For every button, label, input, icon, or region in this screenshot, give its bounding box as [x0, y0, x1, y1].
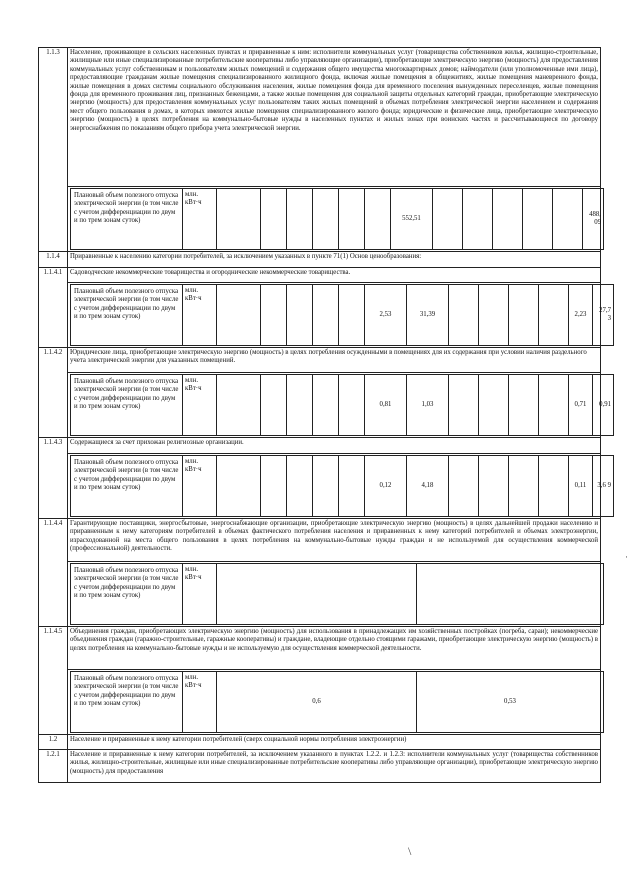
row-1-1-4-3 — [39, 438, 601, 454]
value-cell: 3,6 9 — [593, 456, 614, 517]
volume-grid — [70, 188, 604, 250]
value-cell: 488, 09 — [583, 189, 604, 250]
row-number: 1.1.4.4 — [39, 519, 68, 627]
row-description: Гарантирующие поставщики, энергосбытовые, энергоснабжающие организации, приобретающие электрическую энергию (мощность) в целях дальнейшей продажи населению и приравненным к нему категориям потребителей в объемах фактического потребления населения и приравненных к нему категорий потребителей и объемах электроэнергии, израсходованной на места общего пользования в целях потребления на коммунально-бытовые нужды граждан и не используемой для осуществления коммерческой (профессиональной) деятельности. — [68, 519, 601, 562]
value-cell: 0,81 — [365, 375, 407, 436]
volume-grid — [70, 563, 604, 625]
value-cell: 1,03 — [407, 375, 449, 436]
row-description: Объединения граждан, приобретающих электрическую энергию (мощность) для использования в принадлежащих им хозяйственных постройках (погреба, сараи); некоммерческие объединения граждан (гаражно-строительные, гаражные кооперативы) и граждане, владеющие отдельно стоящими гаражами, приобретающие электрическую энергию (мощность) в целях потребления на коммунально-бытовые нужды и не используемую для осуществления коммерческой деятельности. — [68, 627, 601, 670]
row-description: Юридические лица, приобретающие электрическую энергию (мощность) в целях потребления осужденными в помещениях для их содержания при условии наличия раздельного учета электрической энергии для указанных помещений. — [68, 348, 601, 373]
row-number: 1.1.4.5 — [39, 627, 68, 735]
row-description: Садоводческие некоммерческие товарищества и огороднические некоммерческие товарищества. — [68, 268, 601, 283]
row-description: Содержащиеся за счет прихожан религиозные организации. — [68, 438, 601, 454]
volume-label: Плановый объем полезного отпуска электрической энергии (в том числе с учетом дифференциации по двум и по трем зонам суток) — [71, 189, 183, 250]
volume-row — [39, 670, 601, 735]
value-cell: 0,53 — [417, 672, 604, 733]
unit-label: млн. кВт·ч — [183, 564, 217, 625]
volume-row — [39, 187, 601, 252]
unit-label: млн. кВт·ч — [183, 672, 217, 733]
row-1-1-4-5 — [39, 627, 601, 670]
volume-label: Плановый объем полезного отпуска электрической энергии (в том числе с учетом дифференциации по двум и по трем зонам суток) — [71, 564, 183, 625]
row-description: Население и приравненные к нему категории потребителей, за исключением указанного в пунктах 1.2.2. и 1.2.3: исполнители коммунальных услуг (товарищества собственников жилья, жилищно-строительные, жилищные или иные специализированные потребительские кооперативы либо управляющие организации), приобретающие электрическую энергию (мощность) для предоставления — [68, 750, 601, 783]
unit-label: млн. кВт·ч — [183, 456, 217, 517]
unit-label: млн. кВт·ч — [183, 189, 217, 250]
value-cell: 2,53 — [365, 285, 407, 346]
row-number: 1.2.1 — [39, 750, 68, 783]
scan-mark: · — [625, 552, 628, 562]
value-cell: 31,39 — [407, 285, 449, 346]
value-cell: 0,71 — [569, 375, 593, 436]
row-1-2-1 — [39, 750, 601, 783]
value-cell: 4,18 — [407, 456, 449, 517]
volume-label: Плановый объем полезного отпуска электрической энергии (в том числе с учетом дифференциации по двум и по трем зонам суток) — [71, 672, 183, 733]
row-number: 1.2 — [39, 735, 68, 750]
volume-label: Плановый объем полезного отпуска электрической энергии (в том числе с учетом дифференциации по двум и по трем зонам суток) — [71, 285, 183, 346]
unit-label: млн. кВт·ч — [183, 285, 217, 346]
value-cell: 27,7 3 — [593, 285, 614, 346]
row-description: Население и приравненные к нему категории потребителей (сверх социальной нормы потребления электроэнергии) — [68, 735, 601, 750]
volume-grid — [70, 284, 614, 346]
unit-label: млн. кВт·ч — [183, 375, 217, 436]
volume-row — [39, 283, 601, 348]
value-cell: 552,51 — [391, 189, 433, 250]
value-cell: 2,23 — [569, 285, 593, 346]
volume-grid — [70, 455, 614, 517]
volume-row — [39, 454, 601, 519]
volume-grid — [70, 374, 614, 436]
row-number: 1.1.4 — [39, 252, 68, 268]
volume-label: Плановый объем полезного отпуска электрической энергии (в том числе с учетом дифференциации по двум и по трем зонам суток) — [71, 456, 183, 517]
value-cell: 0,6 — [217, 672, 417, 733]
row-number: 1.1.3 — [39, 48, 68, 252]
value-cell: 0,12 — [365, 456, 407, 517]
row-description: Приравненные к населению категории потребителей, за исключением указанных в пункте 71(1) Основ ценообразования: — [68, 252, 601, 268]
row-1-1-4 — [39, 252, 601, 268]
value-cell: 0,11 — [569, 456, 593, 517]
volume-row — [39, 373, 601, 438]
row-1-1-3 — [39, 48, 601, 187]
volume-grid — [70, 671, 604, 733]
value-cell: 0,91 — [593, 375, 614, 436]
row-1-1-4-2 — [39, 348, 601, 373]
volume-row — [39, 562, 601, 627]
row-number: 1.1.4.1 — [39, 268, 68, 348]
row-number: 1.1.4.2 — [39, 348, 68, 438]
tariff-table — [38, 47, 611, 783]
scan-mark: \ — [408, 844, 412, 858]
row-1-1-4-4 — [39, 519, 601, 562]
row-1-2 — [39, 735, 601, 750]
row-number: 1.1.4.3 — [39, 438, 68, 519]
row-description: Население, проживающее в сельских населенных пунктах и приравненные к ним: исполнители коммунальных услуг (товарищества собственников жилья, жилищно-строительные, жилищные или иные специализированные потребительские кооперативы либо управляющие организации), приобретающие электрическую энергию (мощность) для предоставления коммунальных услуг собственникам и пользователям жилых помещений и содержания общего имущества многоквартирных домов; наймодатели (или уполномоченные ими лица), предоставляющие гражданам жилые помещения специализированного жилищного фонда, включая жилые помещения в общежитиях, жилые помещения маневренного фонда, жилые помещения в домах системы социального обслуживания населения, жилые помещения фонда для временного поселения вынужденных переселенцев, жилые помещения фонда для временного проживания лиц, признанных беженцами, а также жилые помещения для социальной защиты отдельных категорий граждан, приобретающие электрическую энергию (мощность) для предоставления коммунальных услуг пользователям таких жилых помещений в объемах потребления электрической энергии населением и содержания мест общего пользования в домах, в которых имеются жилые помещения специализированного жилого фонда; юридические и физические лица, приобретающие электрическую энергию (мощность) в целях потребления на коммунально-бытовые нужды в населенных пунктах и жилых зонах при воинских частях и рассчитывающиеся по договору энергоснабжения по показаниям общего прибора учета электрической энергии. — [68, 48, 601, 187]
volume-label: Плановый объем полезного отпуска электрической энергии (в том числе с учетом дифференциации по двум и по трем зонам суток) — [71, 375, 183, 436]
row-1-1-4-1 — [39, 268, 601, 283]
